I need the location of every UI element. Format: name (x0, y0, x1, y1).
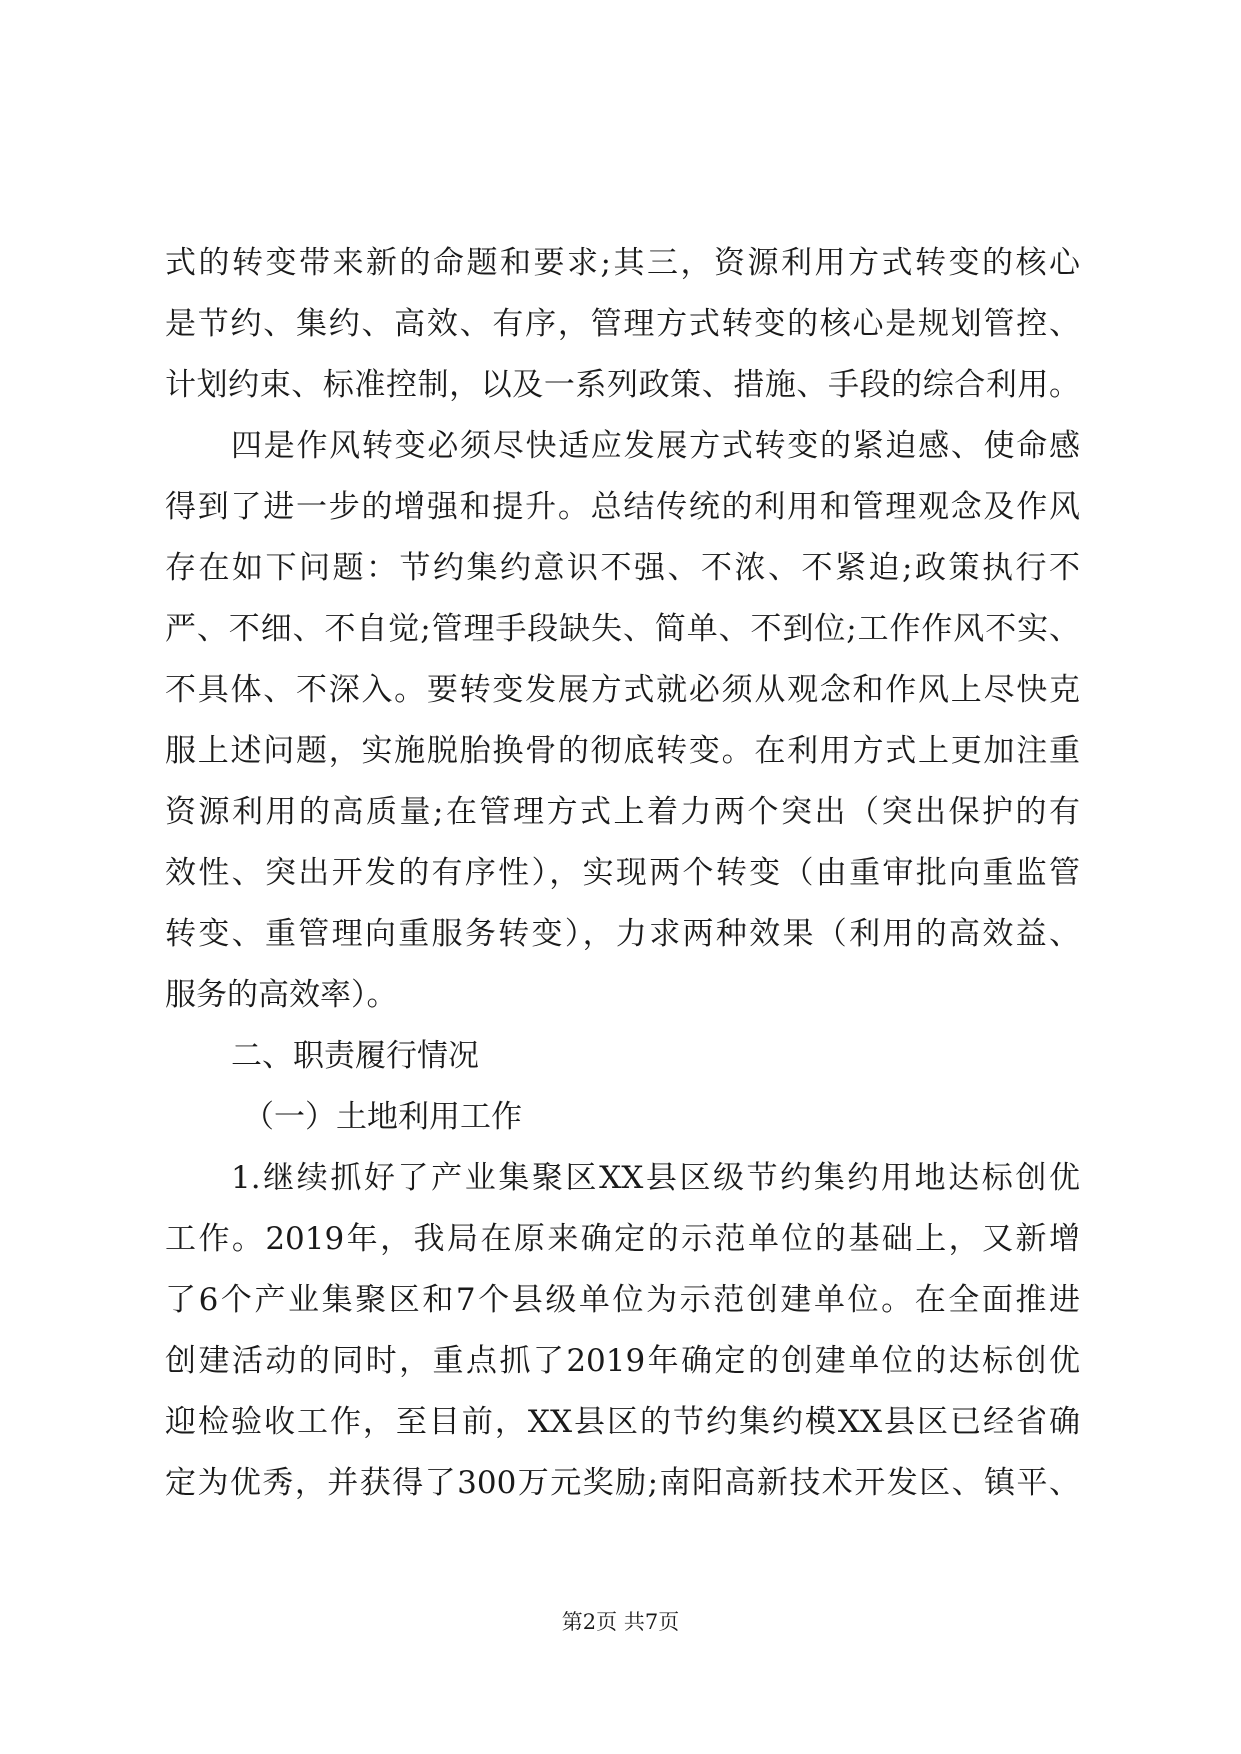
text-line: 定为优秀，并获得了300万元奖励;南阳高新技术开发区、镇平、 (165, 1465, 1080, 1501)
document-body (165, 233, 1080, 1514)
text-line: 得到了进一步的增强和提升。总结传统的利用和管理观念及作风 (165, 489, 1080, 525)
text-line: 服上述问题，实施脱胎换骨的彻底转变。在利用方式上更加注重 (165, 733, 1080, 769)
text-line: 了6个产业集聚区和7个县级单位为示范创建单位。在全面推进 (165, 1282, 1080, 1318)
section-heading: 二、职责履行情况 (231, 1038, 479, 1074)
text-line: 严、不细、不自觉;管理手段缺失、简单、不到位;工作作风不实、 (165, 611, 1080, 647)
text-line: 工作。2019年，我局在原来确定的示范单位的基础上，又新增 (165, 1221, 1080, 1257)
text-line: 存在如下问题：节约集约意识不强、不浓、不紧迫;政策执行不 (165, 550, 1080, 586)
subsection-heading: （一）土地利用工作 (243, 1099, 522, 1135)
paragraph-first-line: 四是作风转变必须尽快适应发展方式转变的紧迫感、使命感 (231, 428, 1080, 464)
text-line: 创建活动的同时，重点抓了2019年确定的创建单位的达标创优 (165, 1343, 1080, 1379)
paragraph-first-line: 1.继续抓好了产业集聚区XX县区级节约集约用地达标创优 (231, 1160, 1080, 1196)
text-line: 资源利用的高质量;在管理方式上着力两个突出（突出保护的有 (165, 794, 1080, 830)
paragraph-last-line: 服务的高效率）。 (165, 977, 398, 1013)
text-line: 式的转变带来新的命题和要求;其三，资源利用方式转变的核心 (165, 245, 1080, 281)
text-line: 迎检验收工作，至目前，XX县区的节约集约模XX县区已经省确 (165, 1404, 1080, 1440)
text-line: 计划约束、标准控制，以及一系列政策、措施、手段的综合利用。 (165, 367, 1080, 403)
text-line: 转变、重管理向重服务转变），力求两种效果（利用的高效益、 (165, 916, 1080, 952)
page-number-footer: 第2页 共7页 (561, 1610, 680, 1634)
text-line: 不具体、不深入。要转变发展方式就必须从观念和作风上尽快克 (165, 672, 1080, 708)
text-line: 是节约、集约、高效、有序，管理方式转变的核心是规划管控、 (165, 306, 1080, 342)
text-line: 效性、突出开发的有序性），实现两个转变（由重审批向重监管 (165, 855, 1080, 891)
